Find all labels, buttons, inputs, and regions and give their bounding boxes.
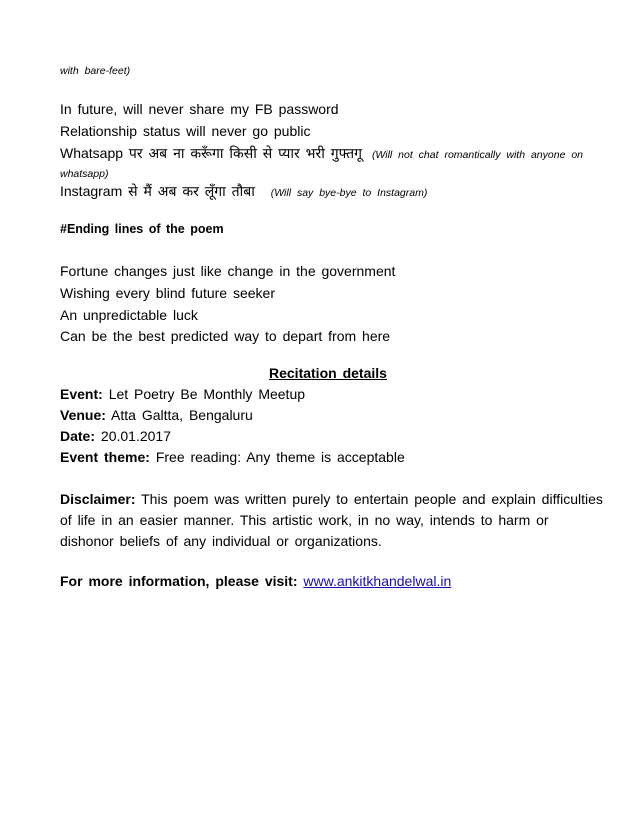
more-info-row: [60, 572, 586, 590]
event-value: Let Poetry Be Monthly Meetup: [108, 386, 306, 402]
whatsapp-note: (Will not chat romantically with anyone on: [371, 149, 584, 161]
theme-row: [60, 448, 586, 466]
poem-line: Can be the best predicted way to depart from here: [60, 328, 391, 344]
recitation-heading: Recitation details: [269, 365, 387, 381]
top-note: with bare-feet): [60, 65, 131, 77]
whatsapp-line: [60, 144, 586, 164]
disclaimer-line-2: of life in an easier manner. This artistic work, in no way, intends to harm or: [60, 512, 549, 528]
disclaimer-line-1: [60, 490, 603, 508]
disclaimer-line-3: dishonor beliefs of any individual or organizations.: [60, 533, 382, 549]
whatsapp-text: Whatsapp पर अब ना करूँगा किसी से प्यार भरी गुफ्तगू: [60, 145, 363, 161]
instagram-line: [60, 182, 586, 202]
instagram-note: (Will say bye-bye to Instagram): [270, 187, 428, 199]
theme-label: Event theme:: [60, 449, 150, 465]
poem-line: Fortune changes just like change in the government: [60, 263, 396, 279]
poem-line: An unpredictable luck: [60, 307, 198, 323]
date-label: Date:: [60, 428, 96, 444]
more-info-label: For more information, please visit:: [60, 573, 298, 589]
date-value: 20.01.2017: [100, 428, 171, 444]
event-row: [60, 385, 586, 403]
venue-row: [60, 406, 586, 424]
theme-value: Free reading: Any theme is acceptable: [155, 449, 405, 465]
venue-label: Venue:: [60, 407, 106, 423]
venue-value: Atta Galtta, Bengaluru: [111, 407, 253, 423]
disclaimer-label: Disclaimer:: [60, 491, 136, 507]
poem-line: Relationship status will never go public: [60, 123, 311, 139]
instagram-text: Instagram से मैं अब कर लूँगा तौबा: [60, 183, 255, 199]
date-row: [60, 427, 586, 445]
event-label: Event:: [60, 386, 103, 402]
whatsapp-note-continued: whatsapp): [60, 168, 109, 180]
poem-line: Wishing every blind future seeker: [60, 285, 275, 301]
website-link[interactable]: www.ankitkhandelwal.in: [303, 573, 452, 589]
poem-line: In future, will never share my FB password: [60, 101, 339, 117]
disclaimer-text: This poem was written purely to entertain people and explain difficulties: [141, 491, 603, 507]
ending-heading: #Ending lines of the poem: [60, 222, 224, 236]
